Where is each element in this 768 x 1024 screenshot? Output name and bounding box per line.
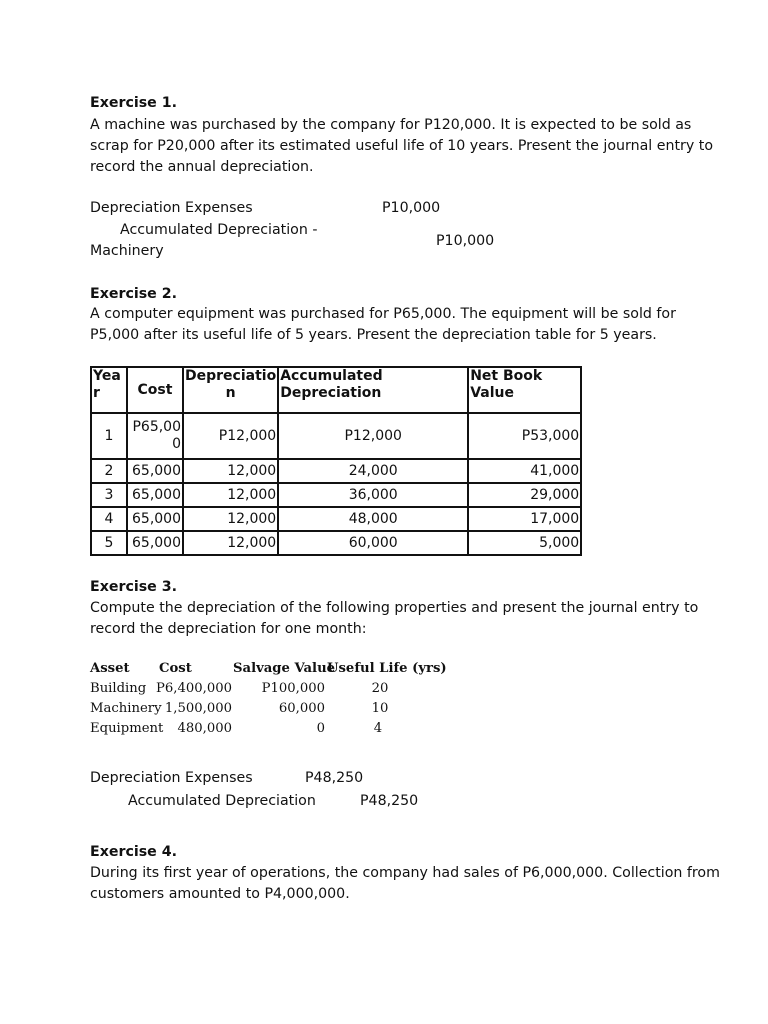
ex3-debit-amount: P48,250 xyxy=(305,770,364,786)
cell-cost: 65,000 xyxy=(127,483,183,507)
header-cost: Cost xyxy=(127,367,183,413)
asset-salvage: 0 xyxy=(316,721,325,736)
asset-life: 4 xyxy=(373,721,383,736)
cell-depreciation: 12,000 xyxy=(183,459,278,483)
cell-accumulated: 60,000 xyxy=(278,531,468,555)
header-accumulated-line-2: Depreciation xyxy=(280,385,382,401)
exercise-2-title: Exercise 2. xyxy=(90,286,178,302)
exercise-2-text-line-1: A computer equipment was purchased for P65,000. The equipment will be sold for xyxy=(90,306,676,322)
header-depreciation-line-1: Depreciatio xyxy=(185,368,277,384)
ex1-debit-amount: P10,000 xyxy=(382,200,441,216)
cell-cost: 65,000 xyxy=(127,459,183,483)
asset-salvage: P100,000 xyxy=(261,681,325,696)
header-net-book-value xyxy=(468,367,581,413)
ex3-debit-account: Depreciation Expenses xyxy=(90,770,253,786)
exercise-2-text-line-2: P5,000 after its useful life of 5 years. Present the depreciation table for 5 years. xyxy=(90,327,657,343)
exercise-3-title: Exercise 3. xyxy=(90,579,178,595)
cell-year: 2 xyxy=(91,459,127,483)
cell-accumulated: 36,000 xyxy=(278,483,468,507)
cell-year: 4 xyxy=(91,507,127,531)
cell-cost-line-1: P65,00 xyxy=(132,419,181,435)
cell-cost-line-2: 0 xyxy=(172,436,181,452)
exercise-4-title: Exercise 4. xyxy=(90,844,178,860)
cell-year: 5 xyxy=(91,531,127,555)
cell-year: 3 xyxy=(91,483,127,507)
exercise-3-text-line-1: Compute the depreciation of the following properties and present the journal entry to xyxy=(90,600,699,616)
asset-name: Machinery xyxy=(90,701,162,716)
table-row xyxy=(91,459,581,483)
header-accumulated-line-1: Accumulated xyxy=(280,368,383,384)
header-useful-life: Useful Life (yrs) xyxy=(327,661,447,676)
header-year xyxy=(91,367,127,413)
cell-cost: 65,000 xyxy=(127,507,183,531)
asset-life: 10 xyxy=(371,701,389,716)
table-row xyxy=(91,531,581,555)
table-row xyxy=(91,413,581,459)
table-row xyxy=(91,483,581,507)
header-accumulated xyxy=(278,367,468,413)
header-year-line-1: Yea xyxy=(93,368,121,384)
cell-net-book-value: 41,000 xyxy=(468,459,581,483)
header-year-line-2: r xyxy=(93,385,100,401)
ex3-credit-amount: P48,250 xyxy=(360,793,419,809)
exercise-1-title: Exercise 1. xyxy=(90,95,178,111)
cell-accumulated: 48,000 xyxy=(278,507,468,531)
asset-life: 20 xyxy=(371,681,389,696)
asset-cost: 1,500,000 xyxy=(164,701,232,716)
exercise-1-text-line-3: record the annual depreciation. xyxy=(90,159,314,175)
cell-net-book-value: 5,000 xyxy=(468,531,581,555)
cell-cost: 65,000 xyxy=(127,531,183,555)
cell-depreciation: 12,000 xyxy=(183,531,278,555)
asset-cost: 480,000 xyxy=(177,721,232,736)
ex1-credit-account-line-2: Machinery xyxy=(90,243,164,259)
table-row xyxy=(91,507,581,531)
header-nbv-line-2: Value xyxy=(470,385,514,401)
header-asset: Asset xyxy=(90,661,130,676)
exercise-4-text-line-1: During its first year of operations, the company had sales of P6,000,000. Collection from xyxy=(90,865,720,881)
cell-accumulated: 24,000 xyxy=(278,459,468,483)
header-nbv-line-1: Net Book xyxy=(470,368,543,384)
cell-depreciation: P12,000 xyxy=(183,413,278,459)
exercise-1-text-line-1: A machine was purchased by the company for P120,000. It is expected to be sold as xyxy=(90,117,692,133)
header-depreciation xyxy=(183,367,278,413)
exercise-1-text-line-2: scrap for P20,000 after its estimated useful life of 10 years. Present the journal entry to xyxy=(90,138,713,154)
asset-cost: P6,400,000 xyxy=(156,681,232,696)
cell-accumulated: P12,000 xyxy=(278,413,468,459)
cell-year: 1 xyxy=(91,413,127,459)
exercise-4-text-line-2: customers amounted to P4,000,000. xyxy=(90,886,350,902)
cell-depreciation: 12,000 xyxy=(183,507,278,531)
header-salvage-value: Salvage Value xyxy=(233,661,336,676)
asset-salvage: 60,000 xyxy=(278,701,325,716)
exercise-3-text-line-2: record the depreciation for one month: xyxy=(90,621,367,637)
cell-net-book-value: P53,000 xyxy=(468,413,581,459)
asset-name: Building xyxy=(90,681,147,696)
header-depreciation-line-2: n xyxy=(225,385,236,401)
table-header-row xyxy=(91,367,581,413)
cell-cost xyxy=(127,413,183,459)
asset-name: Equipment xyxy=(90,721,164,736)
cell-depreciation: 12,000 xyxy=(183,483,278,507)
ex1-debit-account: Depreciation Expenses xyxy=(90,200,253,216)
ex1-credit-account-line-1: Accumulated Depreciation - xyxy=(120,222,318,238)
ex1-credit-amount: P10,000 xyxy=(436,233,495,249)
cell-net-book-value: 17,000 xyxy=(468,507,581,531)
header-cost: Cost xyxy=(159,661,192,676)
ex3-credit-account: Accumulated Depreciation xyxy=(128,793,316,809)
cell-net-book-value: 29,000 xyxy=(468,483,581,507)
depreciation-table xyxy=(90,366,582,556)
